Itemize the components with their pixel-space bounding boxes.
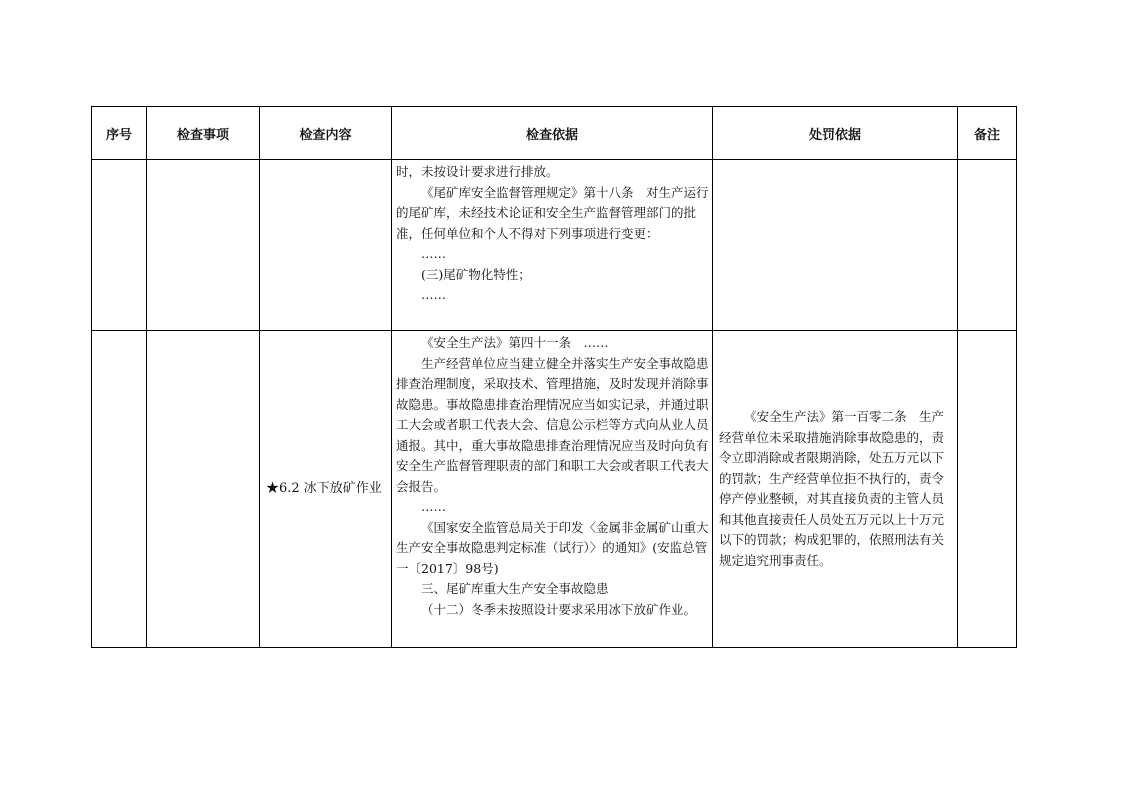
basis-paragraph: 生产经营单位应当建立健全并落实生产安全事故隐患排查治理制度，采取技术、管理措施，及时发现并消除事故隐患。事故隐患排查治理情况应当如实记录，并通过职工大会或者职工代表大会、信息公示栏等方式向从业人员通报。其中，重大事故隐患排查治理情况应当及时向负有安全生产监督管理职责的部门和职工大会或者职工代表大会报告。: [396, 355, 709, 494]
header-seq: 序号: [92, 107, 147, 160]
basis-paragraph: 时，未按设计要求进行排放。: [396, 164, 559, 179]
header-penalty: 处罚依据: [713, 107, 958, 160]
header-content: 检查内容: [260, 107, 392, 160]
basis-paragraph: （十二）冬季未按照设计要求采用冰下放矿作业。: [421, 601, 697, 617]
cell-item: [147, 331, 260, 648]
basis-paragraph: ……: [421, 499, 446, 514]
table-row: [92, 160, 1017, 331]
cell-basis: [392, 160, 713, 331]
basis-paragraph: 《国家安全监管总局关于印发〈金属非金属矿山重大生产安全事故隐患判定标准（试行）〉的通知》(安监总管一〔2017〕98号): [396, 519, 709, 576]
basis-paragraph: (三)尾矿物化特性；: [421, 266, 531, 282]
header-item: 检查事项: [147, 107, 260, 160]
header-remark: 备注: [958, 107, 1017, 160]
cell-content: [260, 160, 392, 331]
basis-paragraph: 《安全生产法》第四十一条 ……: [421, 335, 609, 350]
cell-penalty: [713, 331, 958, 648]
cell-penalty: [713, 160, 958, 331]
cell-seq: [92, 331, 147, 648]
basis-paragraph: 《尾矿库安全监督管理规定》第十八条 对生产运行的尾矿库，未经技术论证和安全生产监督管理部门的批准，任何单位和个人不得对下列事项进行变更：: [396, 184, 709, 241]
table-row: [92, 331, 1017, 648]
penalty-paragraph: 《安全生产法》第一百零二条 生产经营单位未采取措施消除事故隐患的，责令立即消除或者限期消除，处五万元以下的罚款；生产经营单位拒不执行的，责令停产停业整顿，对其直接负责的主管人员和其他直接责任人员处五万元以上十万元以下的罚款；构成犯罪的，依照刑法有关规定追究刑事责任。: [719, 409, 945, 568]
basis-paragraph: ……: [421, 246, 446, 261]
cell-seq: [92, 160, 147, 331]
header-basis: 检查依据: [392, 107, 713, 160]
basis-paragraph: 三、尾矿库重大生产安全事故隐患: [421, 581, 609, 596]
header-row: [92, 107, 1017, 160]
cell-remark: [958, 331, 1017, 648]
cell-basis: [392, 331, 713, 648]
cell-content: ★6.2 冰下放矿作业: [260, 331, 392, 648]
cell-remark: [958, 160, 1017, 331]
inspection-table: [91, 106, 1017, 648]
cell-item: [147, 160, 260, 331]
basis-paragraph: ……: [421, 287, 446, 302]
